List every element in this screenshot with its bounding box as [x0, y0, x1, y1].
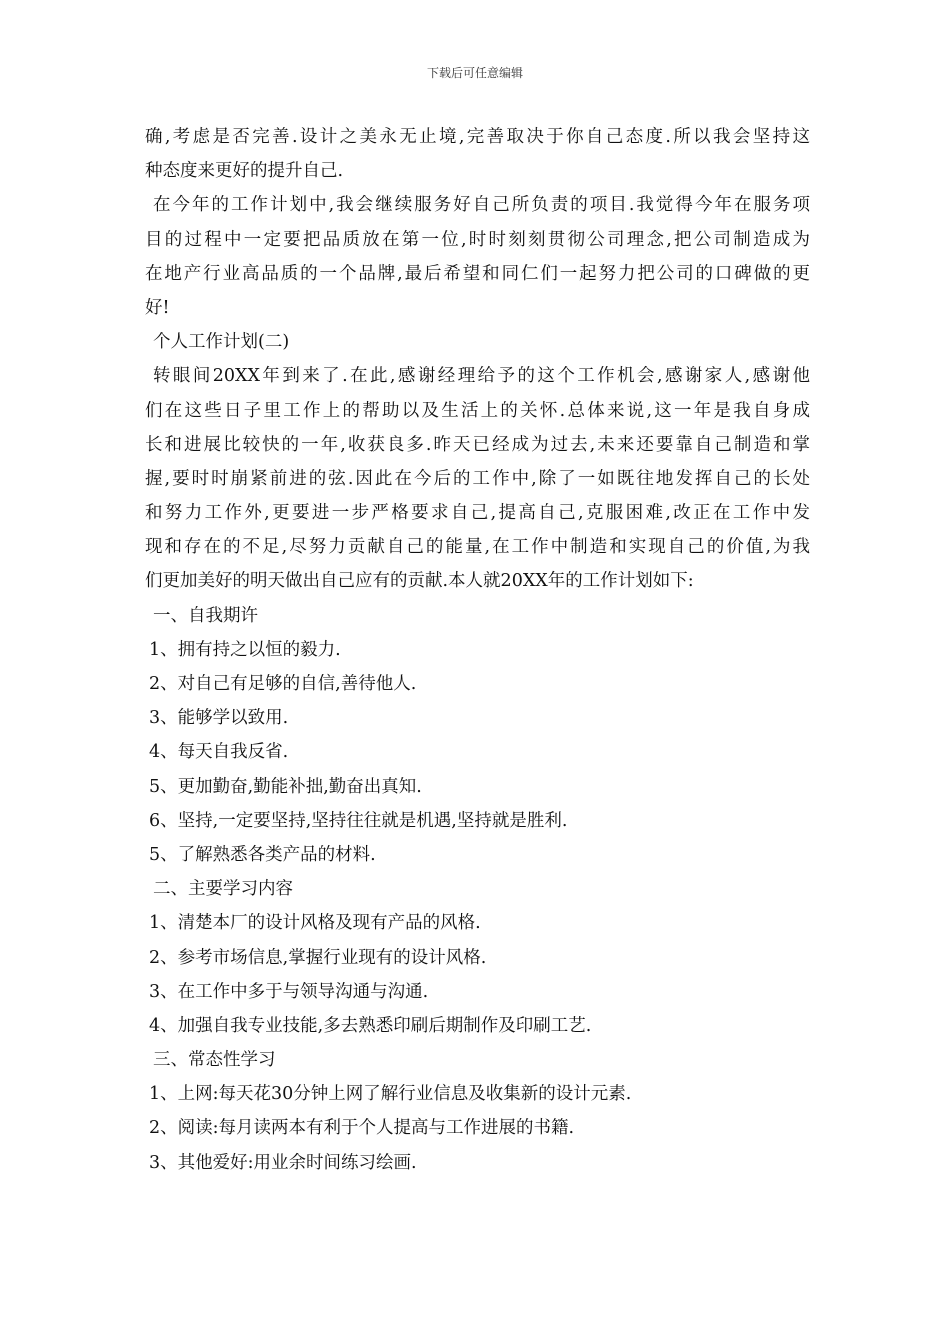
text-line: 长和进展比较快的一年,收获良多.昨天已经成为过去,未来还要靠自己制造和掌 — [145, 434, 810, 455]
document-body — [145, 120, 810, 1180]
text-line: 们更加美好的明天做出自己应有的贡献.本人就20XX年的工作计划如下: — [145, 571, 694, 592]
text-line: 1、上网:每天花30分钟上网了解行业信息及收集新的设计元素. — [149, 1084, 632, 1105]
text-line: 和努力工作外,更要进一步严格要求自己,提高自己,克服困难,改正在工作中发 — [145, 503, 810, 524]
text-line: 6、坚持,一定要坚持,坚持往往就是机遇,坚持就是胜利. — [149, 810, 568, 831]
text-line: 确,考虑是否完善.设计之美永无止境,完善取决于你自己态度.所以我会坚持这 — [145, 127, 810, 147]
text-line: 1、拥有持之以恒的毅力. — [149, 639, 341, 660]
text-line: 在今年的工作计划中,我会继续服务好自己所负责的项目.我觉得今年在服务项 — [153, 195, 810, 216]
text-line: 三、常态性学习 — [153, 1050, 276, 1071]
text-line: 3、能够学以致用. — [149, 708, 289, 729]
text-line: 5、更加勤奋,勤能补拙,勤奋出真知. — [149, 776, 422, 797]
text-line: 们在这些日子里工作上的帮助以及生活上的关怀.总体来说,这一年是我自身成 — [145, 400, 810, 421]
text-line: 3、在工作中多于与领导沟通与沟通. — [149, 981, 429, 1002]
text-line: 转眼间20XX年到来了.在此,感谢经理给予的这个工作机会,感谢家人,感谢他 — [153, 366, 810, 387]
text-line: 握,要时时崩紧前进的弦.因此在今后的工作中,除了一如既往地发挥自己的长处 — [145, 468, 810, 489]
page-header: 下载后可任意编辑 — [426, 66, 523, 80]
text-line: 2、阅读:每月读两本有利于个人提高与工作进展的书籍. — [149, 1118, 575, 1139]
text-line: 现和存在的不足,尽努力贡献自己的能量,在工作中制造和实现自己的价值,为我 — [145, 537, 810, 558]
text-line: 二、主要学习内容 — [153, 879, 293, 900]
text-line: 4、加强自我专业技能,多去熟悉印刷后期制作及印刷工艺. — [149, 1015, 592, 1036]
text-line: 1、清楚本厂的设计风格及现有产品的风格. — [149, 913, 481, 934]
text-line: 3、其他爱好:用业余时间练习绘画. — [149, 1152, 417, 1173]
text-line: 2、参考市场信息,掌握行业现有的设计风格. — [149, 947, 487, 968]
text-line: 4、每天自我反省. — [149, 742, 289, 763]
text-line: 一、自我期许 — [153, 605, 258, 626]
text-line: 种态度来更好的提升自己. — [145, 161, 344, 182]
text-line: 个人工作计划(二) — [153, 332, 290, 353]
text-line: 目的过程中一定要把品质放在第一位,时时刻刻贯彻公司理念,把公司制造成为 — [145, 229, 810, 250]
text-line: 5、了解熟悉各类产品的材料. — [149, 844, 376, 865]
text-line: 2、对自己有足够的自信,善待他人. — [149, 674, 417, 694]
text-line: 好! — [145, 297, 170, 318]
text-line: 在地产行业高品质的一个品牌,最后希望和同仁们一起努力把公司的口碑做的更 — [145, 263, 810, 284]
